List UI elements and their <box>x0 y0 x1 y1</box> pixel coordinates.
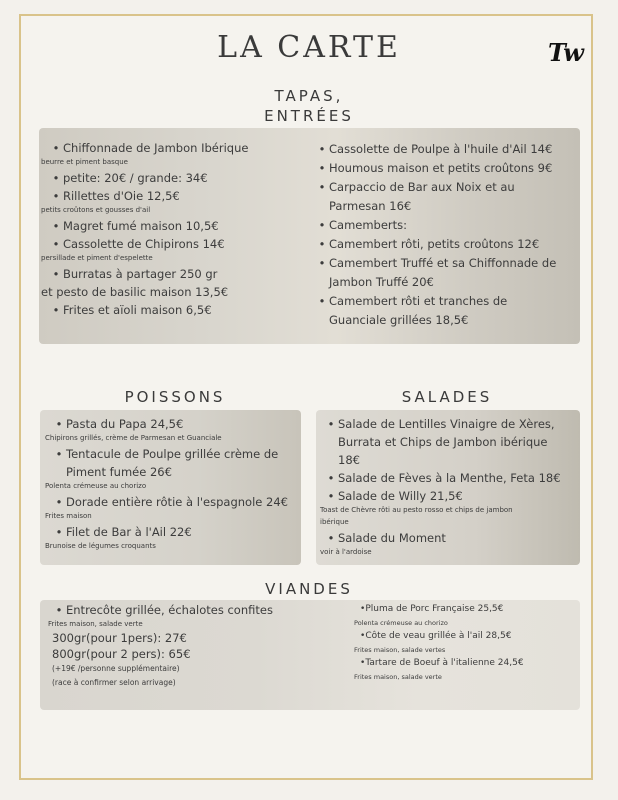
menu-text: Salade du Moment <box>338 531 446 545</box>
menu-item <box>354 602 578 617</box>
menu-title: LA CARTE <box>217 30 401 65</box>
menu-item <box>315 255 577 271</box>
menu-note <box>44 540 300 552</box>
menu-text: beurre et piment basque <box>41 158 128 166</box>
menu-item <box>44 494 300 510</box>
menu-text: (race à confirmer selon arrivage) <box>52 678 176 687</box>
menu-remark <box>46 676 316 690</box>
menu-text: Jambon Truffé 20€ <box>329 275 434 289</box>
menu-text: Filet de Bar à l'Ail 22€ <box>66 525 192 539</box>
bullet-icon: • <box>318 237 326 251</box>
menu-text: petite: 20€ / grande: 34€ <box>63 171 208 185</box>
bullet-icon: • <box>52 303 60 317</box>
poissons-heading: POISSONS <box>124 388 226 406</box>
menu-item <box>41 188 301 204</box>
menu-note <box>46 618 316 630</box>
menu-text: Guanciale grillées 18,5€ <box>329 313 469 327</box>
menu-item <box>41 140 301 156</box>
menu-text: Frites maison, salade verte <box>48 620 143 628</box>
menu-text: Parmesan 16€ <box>329 199 412 213</box>
salades-heading: SALADES <box>401 388 493 406</box>
menu-text: Houmous maison et petits croûtons 9€ <box>329 161 553 175</box>
menu-item <box>354 629 578 644</box>
bullet-icon: • <box>52 267 60 281</box>
menu-text: Burrata et Chips de Jambon ibérique <box>338 435 548 449</box>
bullet-icon: • <box>327 471 335 485</box>
menu-note <box>354 644 578 656</box>
menu-text: Camemberts: <box>329 218 408 232</box>
menu-item-continuation <box>315 312 577 328</box>
brand-logo: Tw <box>548 38 584 67</box>
menu-note <box>41 156 301 168</box>
menu-item <box>315 179 577 195</box>
menu-text: Salade de Fèves à la Menthe, Feta 18€ <box>338 471 561 485</box>
menu-item <box>41 218 301 234</box>
menu-item <box>315 217 577 233</box>
bullet-icon: • <box>52 189 60 203</box>
tapas-panel <box>39 128 580 344</box>
menu-text: (+19€ /personne supplémentaire) <box>52 664 180 673</box>
menu-note <box>354 617 578 629</box>
bullet-icon: • <box>360 604 366 614</box>
bullet-icon: • <box>55 495 63 509</box>
menu-text: Magret fumé maison 10,5€ <box>63 219 219 233</box>
bullet-icon: • <box>360 631 366 641</box>
menu-item <box>46 602 316 618</box>
menu-text: Frites maison, salade vertes <box>354 646 446 654</box>
menu-item <box>320 416 578 432</box>
menu-item <box>320 470 578 486</box>
menu-text: 300gr(pour 1pers): 27€ <box>52 631 187 645</box>
menu-text: 18€ <box>338 453 360 467</box>
bullet-icon: • <box>55 525 63 539</box>
menu-text: Pluma de Porc Française 25,5€ <box>365 604 504 614</box>
menu-text: ibérique <box>320 518 349 526</box>
menu-remark <box>46 662 316 676</box>
menu-text: Dorade entière rôtie à l'espagnole 24€ <box>66 495 288 509</box>
menu-text: Tartare de Boeuf à l'italienne 24,5€ <box>365 658 524 668</box>
menu-price-line <box>41 284 301 300</box>
menu-note <box>320 546 578 558</box>
menu-note <box>44 432 300 444</box>
menu-text: Frites et aïoli maison 6,5€ <box>63 303 212 317</box>
menu-text: Tentacule de Poulpe grillée crème de <box>66 447 279 461</box>
tapas-heading-line1: TAPAS, <box>274 87 344 105</box>
menu-text: Polenta crémeuse au chorizo <box>45 482 147 490</box>
menu-item-continuation <box>320 452 578 468</box>
menu-text: Toast de Chèvre rôti au pesto rosso et chips de jambon <box>320 506 513 514</box>
menu-text: persillade et piment d'espelette <box>41 254 153 262</box>
menu-text: Côte de veau grillée à l'ail 28,5€ <box>365 631 512 641</box>
bullet-icon: • <box>55 417 63 431</box>
menu-note <box>41 204 301 216</box>
menu-text: Camembert Truffé et sa Chiffonnade de <box>329 256 557 270</box>
viandes-heading: VIANDES <box>265 580 353 598</box>
salades-panel <box>316 410 580 565</box>
bullet-icon: • <box>318 218 326 232</box>
menu-text: Rillettes d'Oie 12,5€ <box>63 189 180 203</box>
menu-text: Camembert rôti, petits croûtons 12€ <box>329 237 540 251</box>
bullet-icon: • <box>318 256 326 270</box>
bullet-icon: • <box>55 603 63 617</box>
menu-text: Burratas à partager 250 gr <box>63 267 218 281</box>
menu-text: Brunoise de légumes croquants <box>45 542 156 550</box>
bullet-icon: • <box>52 141 60 155</box>
menu-text: 800gr(pour 2 pers): 65€ <box>52 647 191 661</box>
menu-text: Entrecôte grillée, échalotes confites <box>66 603 273 617</box>
menu-text: Carpaccio de Bar aux Noix et au <box>329 180 515 194</box>
bullet-icon: • <box>360 658 366 668</box>
tapas-right-column <box>315 138 577 328</box>
menu-text: Chipirons grillés, crème de Parmesan et Guanciale <box>45 434 222 442</box>
menu-item <box>44 524 300 540</box>
menu-item <box>320 530 578 546</box>
menu-item <box>315 293 577 309</box>
bullet-icon: • <box>318 180 326 194</box>
menu-note <box>320 504 578 516</box>
bullet-icon: • <box>327 489 335 503</box>
bullet-icon: • <box>318 294 326 308</box>
poissons-list <box>44 414 300 552</box>
poissons-panel <box>40 410 301 565</box>
menu-text: Polenta crémeuse au chorizo <box>354 619 448 627</box>
menu-note <box>320 516 578 528</box>
bullet-icon: • <box>52 171 60 185</box>
menu-price-line <box>46 630 316 646</box>
menu-text: Cassolette de Chipirons 14€ <box>63 237 225 251</box>
menu-item <box>44 416 300 432</box>
menu-text: Chiffonnade de Jambon Ibérique <box>63 141 249 155</box>
bullet-icon: • <box>52 219 60 233</box>
menu-note <box>41 252 301 264</box>
menu-item <box>44 446 300 462</box>
menu-item <box>320 488 578 504</box>
tapas-left-column <box>41 138 301 318</box>
menu-text: Frites maison <box>45 512 92 520</box>
menu-item <box>354 656 578 671</box>
viandes-left-column <box>46 602 316 690</box>
menu-item-continuation <box>315 198 577 214</box>
menu-item-continuation <box>320 434 578 450</box>
menu-text: Frites maison, salade verte <box>354 673 442 681</box>
menu-text: Piment fumée 26€ <box>66 465 172 479</box>
tapas-heading-line2: ENTRÉES <box>264 107 354 125</box>
menu-text: Salade de Willy 21,5€ <box>338 489 463 503</box>
viandes-right-column <box>354 602 578 683</box>
salades-list <box>320 414 578 558</box>
bullet-icon: • <box>52 237 60 251</box>
menu-item <box>315 141 577 157</box>
menu-text: petits croûtons et gousses d'ail <box>41 206 151 214</box>
menu-item <box>315 236 577 252</box>
bullet-icon: • <box>55 447 63 461</box>
bullet-icon: • <box>327 531 335 545</box>
menu-item <box>41 302 301 318</box>
menu-text: Salade de Lentilles Vinaigre de Xères, <box>338 417 555 431</box>
menu-text: voir à l'ardoise <box>320 548 372 556</box>
menu-item-continuation <box>315 274 577 290</box>
bullet-icon: • <box>318 161 326 175</box>
menu-text: Pasta du Papa 24,5€ <box>66 417 184 431</box>
menu-item <box>41 170 301 186</box>
bullet-icon: • <box>318 142 326 156</box>
menu-item <box>315 160 577 176</box>
menu-item <box>41 266 301 282</box>
viandes-panel <box>40 600 580 710</box>
menu-item-continuation <box>44 464 300 480</box>
menu-note <box>44 510 300 522</box>
menu-text: Cassolette de Poulpe à l'huile d'Ail 14€ <box>329 142 553 156</box>
bullet-icon: • <box>327 417 335 431</box>
menu-note <box>354 671 578 683</box>
menu-item <box>41 236 301 252</box>
menu-text: Camembert rôti et tranches de <box>329 294 508 308</box>
menu-note <box>44 480 300 492</box>
menu-text: et pesto de basilic maison 13,5€ <box>41 285 229 299</box>
tapas-heading <box>0 86 618 126</box>
menu-price-line <box>46 646 316 662</box>
